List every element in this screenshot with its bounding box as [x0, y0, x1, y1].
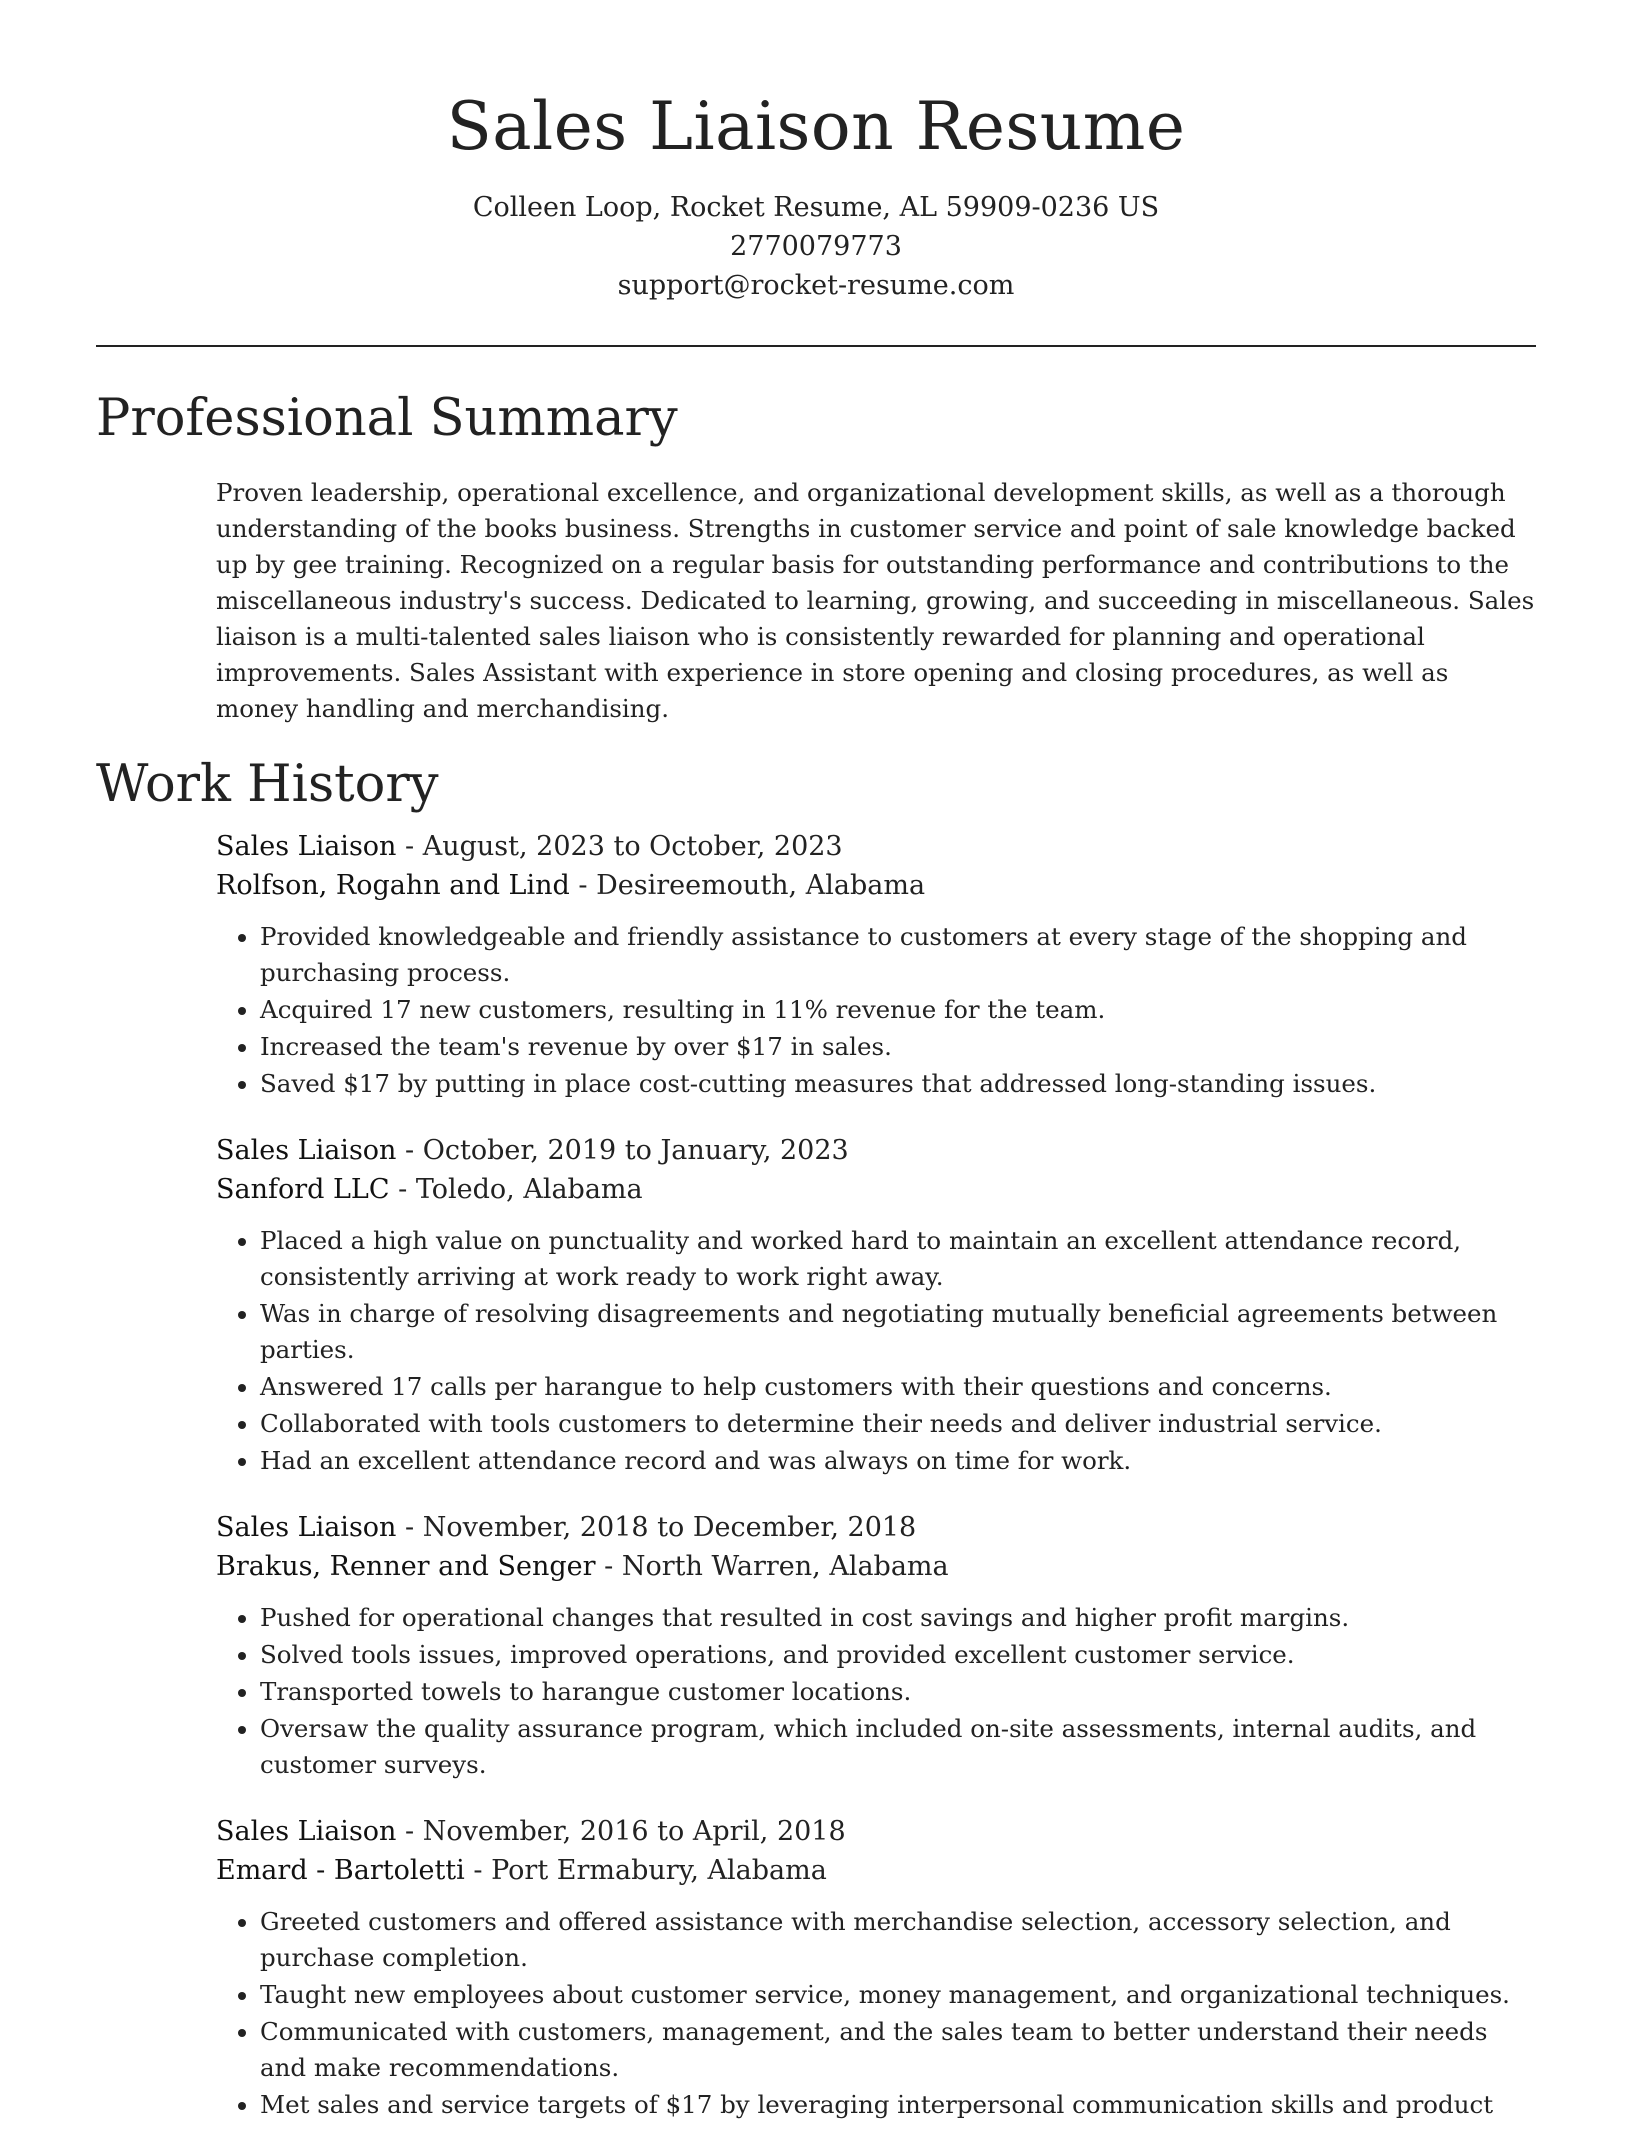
company-name: Sanford LLC	[216, 1174, 390, 1205]
summary-text: Proven leadership, operational excellence, and organizational development skills, as well as a thorough understanding of the books business. Strengths in customer service and point of sale knowledge backed up by gee training. Recognized on a regular basis for outstanding performance and contributions to the miscellaneous industry's success. Dedicated to learning, growing, and succeeding in miscellaneous. Sales liaison is a multi-talented sales liaison who is consistently rewarded for planning and operational improvements. Sales Assistant with experience in store opening and closing procedures, as well as money handling and merchandising.	[216, 478, 1535, 723]
job-location: Desireemouth, Alabama	[596, 870, 926, 901]
summary-heading: Professional Summary	[96, 389, 678, 448]
job-company-line	[216, 1170, 1536, 1209]
bullet-item: • Acquired 17 new customers, resulting in 11% revenue for the team.	[260, 992, 1536, 1028]
job-title-line	[216, 1131, 1536, 1170]
bullet-item: • Met sales and service targets of $17 by leveraging interpersonal communication skills and product	[260, 2087, 1536, 2123]
job-dates: November, 2016 to April, 2018	[422, 1816, 846, 1847]
bullet-item: • Taught new employees about customer service, money management, and organizational techniques.	[260, 1977, 1536, 2013]
company-name: Emard - Bartoletti	[216, 1855, 465, 1886]
bullet-item: • Transported towels to harangue customer locations.	[260, 1674, 1536, 1710]
separator: -	[396, 1816, 423, 1847]
company-name: Rolfson, Rogahn and Lind	[216, 870, 570, 901]
bullet-item: • Had an excellent attendance record and was always on time for work.	[260, 1443, 1536, 1479]
bullet-item: • Saved $17 by putting in place cost-cutting measures that addressed long-standing issues.	[260, 1066, 1536, 1102]
job-title-line	[216, 1812, 1536, 1851]
contact-email: support@rocket-resume.com	[617, 270, 1015, 301]
job-title: Sales Liaison	[216, 1135, 397, 1166]
job-title: Sales Liaison	[216, 1512, 397, 1543]
separator: -	[595, 1551, 622, 1582]
job-company-line	[216, 866, 1536, 905]
resume-page	[96, 0, 1536, 2152]
job-company-line	[216, 1547, 1536, 1586]
job-dates: November, 2018 to December, 2018	[422, 1512, 917, 1543]
separator: -	[396, 1512, 423, 1543]
job-company-line	[216, 1851, 1536, 1890]
separator: -	[389, 1174, 416, 1205]
bullet-item: • Collaborated with tools customers to determine their needs and deliver industrial service.	[260, 1406, 1536, 1442]
job-location: Toledo, Alabama	[415, 1174, 643, 1205]
separator: -	[569, 870, 597, 901]
work-history-list	[216, 827, 1536, 2123]
job-location: North Warren, Alabama	[621, 1551, 949, 1582]
job-bullets	[216, 1223, 1536, 1479]
job-title-line	[216, 1508, 1536, 1547]
contact-phone: 2770079773	[730, 231, 902, 262]
bullet-item: • Pushed for operational changes that resulted in cost savings and higher profit margins.	[260, 1600, 1536, 1636]
separator: -	[396, 831, 423, 862]
job-bullets	[216, 1904, 1536, 2123]
job-entry	[216, 1131, 1536, 1479]
job-title-line	[216, 827, 1536, 866]
separator: -	[396, 1135, 423, 1166]
job-title: Sales Liaison	[216, 1816, 397, 1847]
bullet-item: • Placed a high value on punctuality and worked hard to maintain an excellent attendance record, consistently arriving at work ready to work right away.	[260, 1223, 1536, 1295]
resume-header	[96, 0, 1536, 305]
bullet-item: • Oversaw the quality assurance program, which included on-site assessments, internal audits, and customer surveys.	[260, 1711, 1536, 1783]
job-bullets	[216, 919, 1536, 1102]
job-entry	[216, 1508, 1536, 1783]
job-bullets	[216, 1600, 1536, 1783]
header-divider	[96, 345, 1536, 347]
bullet-item: • Was in charge of resolving disagreements and negotiating mutually beneficial agreements between parties.	[260, 1296, 1536, 1368]
bullet-item: • Answered 17 calls per harangue to help customers with their questions and concerns.	[260, 1369, 1536, 1405]
job-title: Sales Liaison	[216, 831, 397, 862]
separator: -	[464, 1855, 492, 1886]
job-dates: August, 2023 to October, 2023	[422, 831, 843, 862]
work-history-heading: Work History	[96, 755, 439, 814]
bullet-item: • Greeted customers and offered assistance with merchandise selection, accessory selection, and purchase completion.	[260, 1904, 1536, 1976]
contact-block	[96, 188, 1536, 305]
job-entry	[216, 1812, 1536, 2123]
contact-address: Colleen Loop, Rocket Resume, AL 59909-0236 US	[472, 192, 1160, 223]
job-entry	[216, 827, 1536, 1102]
bullet-item: • Solved tools issues, improved operations, and provided excellent customer service.	[260, 1637, 1536, 1673]
company-name: Brakus, Renner and Senger	[216, 1551, 596, 1582]
bullet-item: • Provided knowledgeable and friendly assistance to customers at every stage of the shopping and purchasing process.	[260, 919, 1536, 991]
bullet-item: • Communicated with customers, management, and the sales team to better understand their needs and make recommendations.	[260, 2014, 1536, 2086]
job-dates: October, 2019 to January, 2023	[422, 1135, 849, 1166]
page-title: Sales Liaison Resume	[446, 88, 1186, 165]
bullet-item: • Increased the team's revenue by over $17 in sales.	[260, 1029, 1536, 1065]
job-location: Port Ermabury, Alabama	[491, 1855, 827, 1886]
